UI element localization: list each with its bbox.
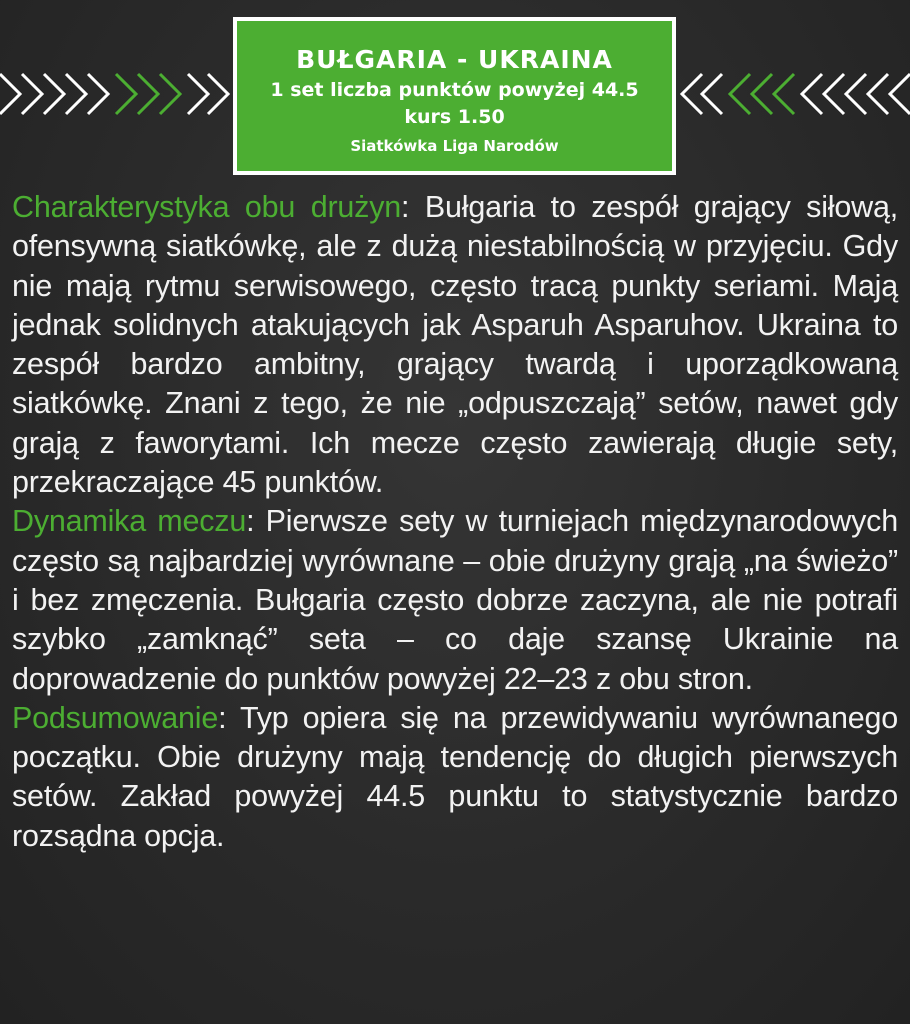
chevron-arrows-left-decoration — [0, 70, 232, 118]
analysis-text — [12, 188, 898, 856]
section-summary — [12, 699, 898, 856]
section-body: : Typ opiera się na przewidywaniu wyrównanego początku. Obie drużyny mają tendencję do długich pierwszych setów. Zakład powyżej 44.5 punktu to statystycznie bardzo rozsądna opcja. — [12, 700, 898, 853]
section-dynamics — [12, 502, 898, 698]
bet-description: 1 set liczba punktów powyżej 44.5 — [270, 79, 639, 101]
chevron-arrows-right-decoration — [678, 70, 910, 118]
bet-odds: kurs 1.50 — [404, 106, 505, 128]
section-heading: Charakterystyka obu drużyn — [12, 190, 402, 224]
league-name: Siatkówka Liga Narodów — [350, 137, 559, 155]
section-heading: Dynamika meczu — [12, 504, 247, 539]
section-body: : Bułgaria to zespół grający siłową, ofensywną siatkówkę, ale z dużą niestabilnością w przyjęciu. Gdy nie mają rytmu serwisowego, często tracą punkty seriami. Mają jednak solidnych atakujących jak Asparuh Asparuhov. Ukraina to zespół bardzo ambitny, grający twardą i uporządkowaną siatkówkę. Znani z tego, że nie „odpuszczają” setów, nawet gdy grają z faworytami. Ich mecze często zawierają długie sety, przekraczające 45 punktów. — [12, 190, 899, 500]
section-characteristics — [12, 188, 898, 502]
section-body: : Pierwsze sety w turniejach międzynarodowych często są najbardziej wyrównane – obie drużyny grają „na świeżo” i bez zmęczenia. Bułgaria często dobrze zaczyna, ale nie potrafi szybko „zamknąć” seta – co daje szansę Ukrainie na doprowadzenie do punktów powyżej 22–23 z obu stron. — [12, 504, 898, 696]
match-header-box — [233, 17, 676, 175]
match-title: BUŁGARIA - UKRAINA — [296, 45, 613, 74]
section-heading: Podsumowanie — [12, 700, 219, 735]
